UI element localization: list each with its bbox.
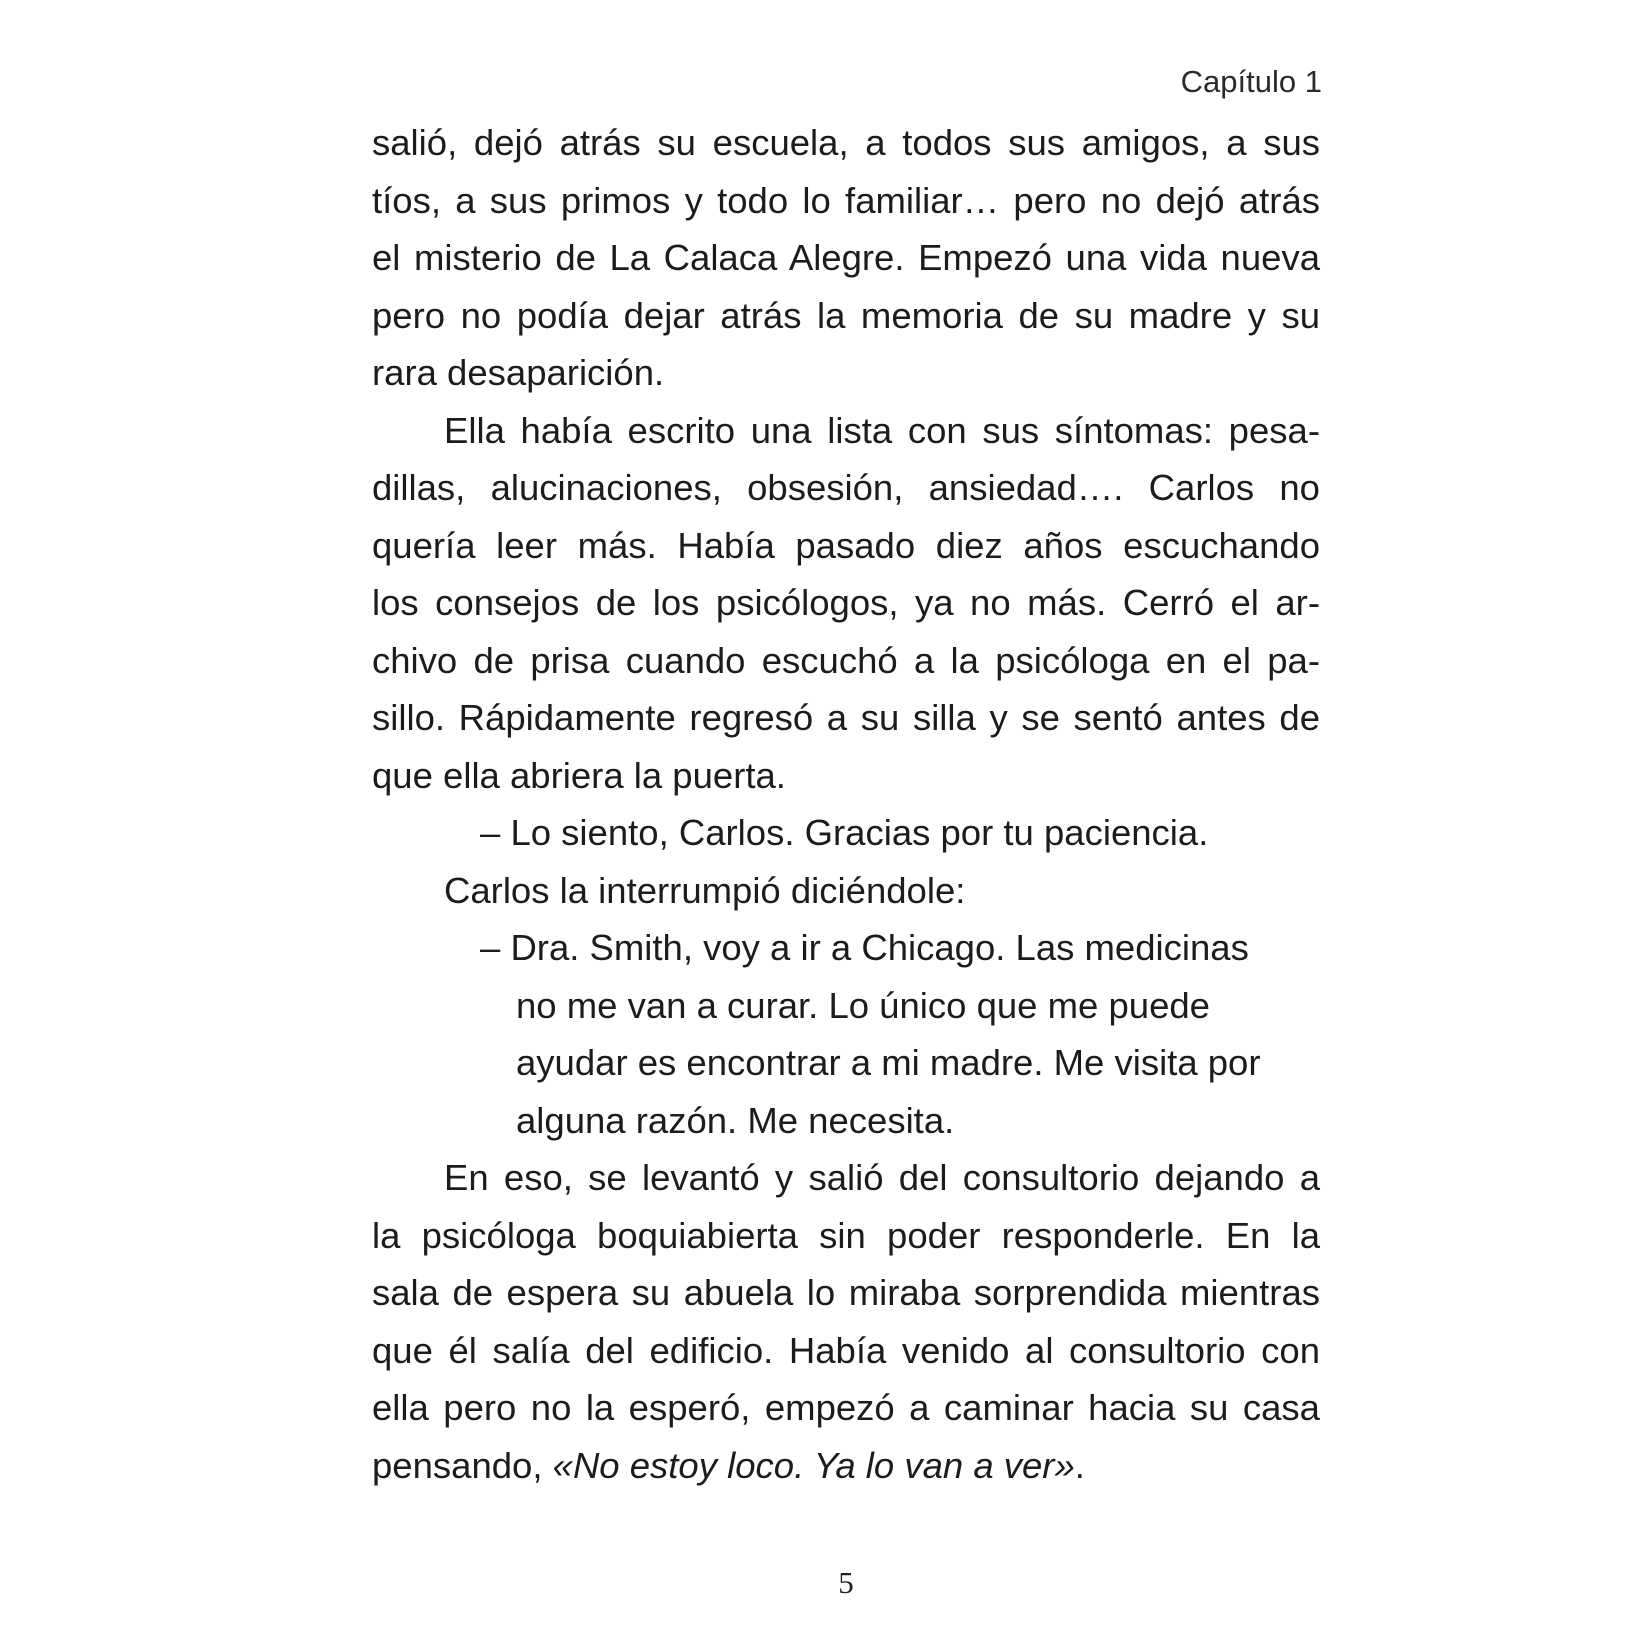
paragraph-1	[372, 114, 1320, 402]
text-line: ella pero no la esperó, empezó a caminar hacia su casa	[372, 1387, 1320, 1428]
text-line: sillo. Rápidamente regresó a su silla y se sentó antes de	[372, 697, 1320, 738]
final-line-quote: «No estoy loco. Ya lo van a ver»	[552, 1444, 1075, 1486]
dialogue-line: no me van a curar. Lo único que me puede	[516, 984, 1210, 1026]
dialogue-line: alguna razón. Me necesita.	[516, 1099, 955, 1141]
final-line-suffix: .	[1074, 1444, 1085, 1486]
dialogue-1	[372, 804, 1320, 862]
text-line: los consejos de los psicólogos, ya no más. Cerró el ar-	[372, 582, 1320, 623]
text-line: chivo de prisa cuando escuchó a la psicóloga en el pa-	[372, 639, 1320, 681]
dialogue-line: – Lo siento, Carlos. Gracias por tu paciencia.	[480, 812, 1209, 853]
text-line: Carlos la interrumpió diciéndole:	[444, 869, 966, 911]
page-number: 5	[838, 1565, 854, 1600]
text-line: que él salía del edificio. Había venido al consultorio con	[372, 1329, 1320, 1371]
narration-1	[372, 862, 1320, 920]
dialogue-line: – Dra. Smith, voy a ir a Chicago. Las medicinas	[480, 927, 1249, 968]
text-line: Ella había escrito una lista con sus síntomas: pesa-	[444, 409, 1320, 451]
text-line: que ella abriera la puerta.	[372, 754, 786, 796]
text-line: el misterio de La Calaca Alegre. Empezó una vida nueva	[372, 237, 1320, 278]
dialogue-2	[372, 919, 1320, 1149]
running-head-chapter: Capítulo 1	[1180, 64, 1322, 99]
paragraph-2	[372, 402, 1320, 805]
final-line-prefix: pensando,	[372, 1444, 553, 1486]
paragraph-3	[372, 1149, 1320, 1494]
dialogue-line: ayudar es encontrar a mi madre. Me visita por	[516, 1042, 1261, 1083]
text-line: dillas, alucinaciones, obsesión, ansiedad…. Carlos no	[372, 467, 1320, 508]
text-line: rara desaparición.	[372, 352, 665, 393]
body-text	[372, 114, 1320, 1494]
text-line: salió, dejó atrás su escuela, a todos sus amigos, a sus	[372, 122, 1320, 163]
text-line: la psicóloga boquiabierta sin poder responderle. En la	[372, 1214, 1320, 1256]
text-line: tíos, a sus primos y todo lo familiar… pero no dejó atrás	[372, 179, 1320, 221]
text-line-final	[372, 1437, 1320, 1495]
text-line: quería leer más. Había pasado diez años escuchando	[372, 524, 1320, 566]
text-line: En eso, se levantó y salió del consultorio dejando a	[444, 1157, 1320, 1198]
text-line: sala de espera su abuela lo miraba sorprendida mientras	[372, 1272, 1320, 1313]
text-line: pero no podía dejar atrás la memoria de su madre y su	[372, 294, 1320, 336]
